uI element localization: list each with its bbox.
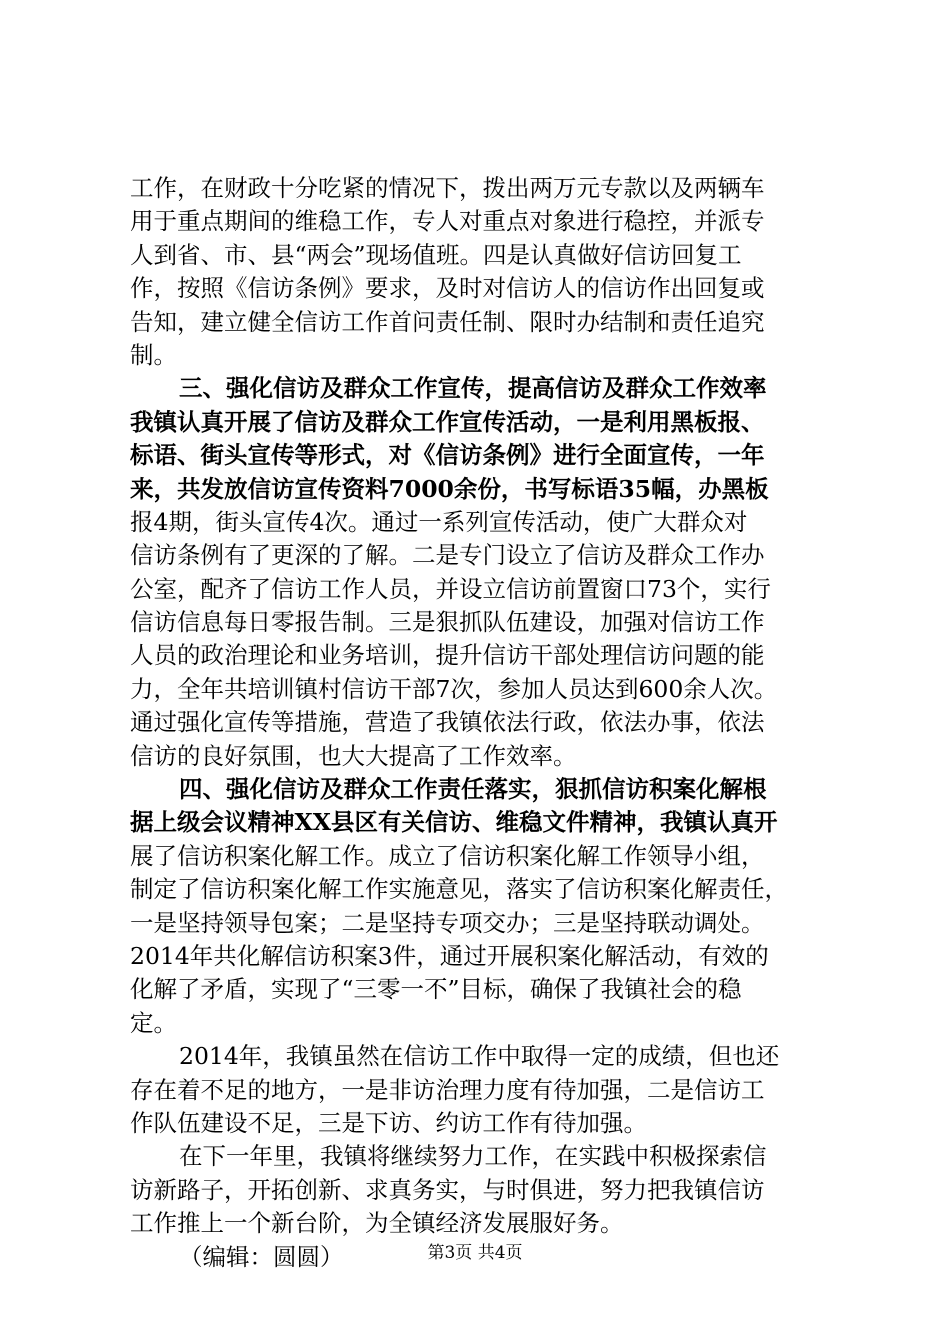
text-line: 在下一年里，我镇将继续努力工作，在实践中积极探索信 xyxy=(179,1142,767,1171)
text-line: 告知，建立健全信访工作首问责任制、限时办结制和责任追究 xyxy=(130,307,765,336)
text-line: 存在着不足的地方，一是非访治理力度有待加强，二是信访工 xyxy=(130,1075,765,1104)
text-line: （编辑：圆圆） xyxy=(179,1242,344,1271)
text-line: 制。 xyxy=(130,340,177,369)
text-line: 公室，配齐了信访工作人员，并设立信访前置窗口73个，实行 xyxy=(130,574,771,603)
text-line: 化解了矛盾，实现了“三零一不”目标，确保了我镇社会的稳 xyxy=(130,975,742,1004)
text-line: 标语、街头宣传等形式，对《信访条例》进行全面宣传，一年 xyxy=(130,441,765,470)
text-line: 报4期，街头宣传4次。通过一系列宣传活动，使广大群众对 xyxy=(130,507,748,536)
text-line: 展了信访积案化解工作。成立了信访积案化解工作领导小组， xyxy=(130,841,765,870)
page-footer: 第3页 共4页 xyxy=(427,1243,523,1263)
text-line: 信访信息每日零报告制。三是狠抓队伍建设，加强对信访工作 xyxy=(130,608,765,637)
text-line: 通过强化宣传等措施，营造了我镇依法行政，依法办事，依法 xyxy=(130,708,765,737)
text-line: 人到省、市、县“两会”现场值班。四是认真做好信访回复工 xyxy=(130,240,742,269)
text-line: 信访的良好氛围，也大大提高了工作效率。 xyxy=(130,741,577,770)
text-line: 2014年，我镇虽然在信访工作中取得一定的成绩，但也还 xyxy=(179,1042,780,1071)
text-line: 制定了信访积案化解工作实施意见，落实了信访积案化解责任， xyxy=(130,875,788,904)
text-line: 据上级会议精神XX县区有关信访、维稳文件精神，我镇认真开 xyxy=(130,808,778,837)
text-line: 力，全年共培训镇村信访干部7次，参加人员达到600余人次。 xyxy=(130,674,778,703)
text-line: 四、强化信访及群众工作责任落实，狠抓信访积案化解根 xyxy=(179,775,767,804)
text-line: 工作推上一个新台阶，为全镇经济发展服好务。 xyxy=(130,1209,624,1238)
text-line: 2014年共化解信访积案3件，通过开展积案化解活动，有效的 xyxy=(130,941,769,970)
text-line: 一是坚持领导包案；二是坚持专项交办；三是坚持联动调处。 xyxy=(130,908,765,937)
text-line: 来，共发放信访宣传资料7000余份，书写标语35幅，办黑板 xyxy=(130,474,769,503)
text-line: 作队伍建设不足，三是下访、约访工作有待加强。 xyxy=(130,1108,647,1137)
document-body xyxy=(130,172,835,1274)
text-line: 作，按照《信访条例》要求，及时对信访人的信访作出回复或 xyxy=(130,274,765,303)
text-line: 三、强化信访及群众工作宣传，提高信访及群众工作效率 xyxy=(179,374,767,403)
text-line: 定。 xyxy=(130,1008,177,1037)
text-line: 我镇认真开展了信访及群众工作宣传活动，一是利用黑板报、 xyxy=(130,407,765,436)
text-line: 用于重点期间的维稳工作，专人对重点对象进行稳控，并派专 xyxy=(130,207,765,236)
text-line: 访新路子，开拓创新、求真务实，与时俱进，努力把我镇信访 xyxy=(130,1175,765,1204)
text-line: 信访条例有了更深的了解。二是专门设立了信访及群众工作办 xyxy=(130,541,765,570)
text-line: 工作，在财政十分吃紧的情况下，拨出两万元专款以及两辆车 xyxy=(130,174,765,202)
text-line: 人员的政治理论和业务培训，提升信访干部处理信访问题的能 xyxy=(130,641,765,670)
